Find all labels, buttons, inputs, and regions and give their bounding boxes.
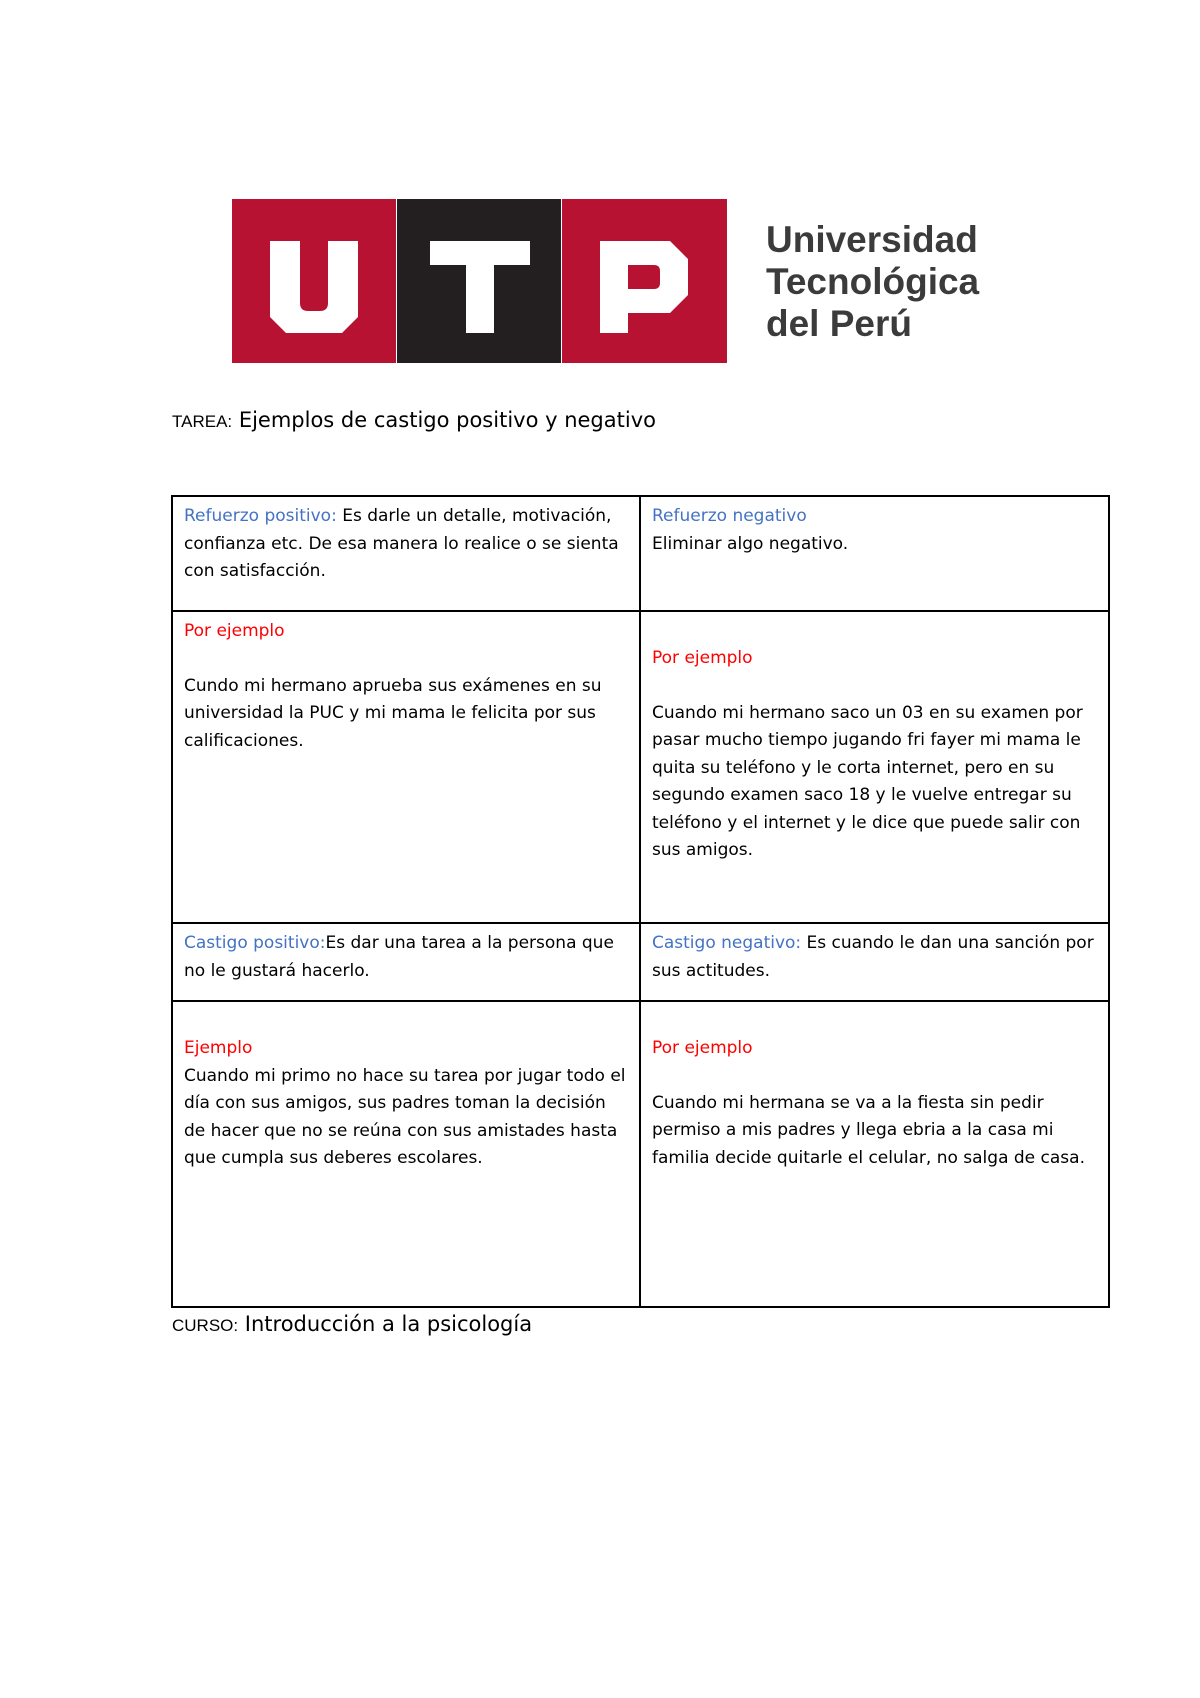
cell-body: Cuando mi hermano saco un 03 en su examen por pasar mucho tiempo jugando fri fayer mi mama le quita su teléfono y le corta internet, pero en su segundo examen saco 18 y le vuelve entregar su teléfono y el internet y le dice que puede salir con sus amigos. bbox=[652, 702, 1083, 860]
cell-ejemplo-castigo-positivo bbox=[172, 1001, 640, 1307]
task-label: TAREA: bbox=[172, 412, 233, 431]
utp-logo bbox=[232, 199, 1001, 363]
cell-title: Refuerzo positivo: bbox=[184, 506, 337, 526]
cell-ejemplo-refuerzo-negativo bbox=[640, 611, 1109, 923]
cell-body: Eliminar algo negativo. bbox=[652, 533, 849, 554]
course-line bbox=[172, 1310, 532, 1340]
cell-body: Cundo mi hermano aprueba sus exámenes en su universidad la PUC y mi mama le felicita por sus calificaciones. bbox=[184, 675, 602, 751]
cell-title: Por ejemplo bbox=[652, 1038, 753, 1058]
cell-castigo-negativo bbox=[640, 923, 1109, 1001]
cell-body: Cuando mi hermana se va a la fiesta sin pedir permiso a mis padres y llega ebria a la casa mi familia decide quitarle el celular, no salga de casa. bbox=[652, 1092, 1085, 1168]
cell-title: Por ejemplo bbox=[652, 648, 753, 668]
table-row bbox=[172, 496, 1109, 611]
cell-ejemplo-refuerzo-positivo bbox=[172, 611, 640, 923]
cell-body: Es cuando le dan una sanción por sus actitudes. bbox=[652, 933, 1094, 981]
university-name-line-1: Universidad bbox=[766, 219, 978, 260]
cell-title: Castigo positivo: bbox=[184, 933, 326, 953]
cell-title: Por ejemplo bbox=[184, 621, 285, 641]
cell-castigo-positivo bbox=[172, 923, 640, 1001]
cell-ejemplo-castigo-negativo bbox=[640, 1001, 1109, 1307]
university-name-line-3: del Perú bbox=[766, 303, 912, 344]
course-value: Introducción a la psicología bbox=[238, 1312, 533, 1336]
cell-body: Es darle un detalle, motivación, confianza etc. De esa manera lo realice o se sienta con satisfacción. bbox=[184, 506, 619, 581]
task-line bbox=[172, 406, 656, 436]
table-row bbox=[172, 611, 1109, 923]
cell-refuerzo-positivo bbox=[172, 496, 640, 611]
table-row bbox=[172, 923, 1109, 1001]
logo-letters bbox=[232, 199, 727, 363]
task-value: Ejemplos de castigo positivo y negativo bbox=[232, 408, 656, 432]
cell-title: Refuerzo negativo bbox=[652, 506, 807, 526]
examples-table bbox=[171, 495, 1110, 1308]
cell-refuerzo-negativo bbox=[640, 496, 1109, 611]
cell-title: Ejemplo bbox=[184, 1038, 253, 1058]
university-name bbox=[766, 219, 1026, 345]
university-name-line-2: Tecnológica bbox=[766, 261, 980, 302]
table-row bbox=[172, 1001, 1109, 1307]
cell-body: Cuando mi primo no hace su tarea por jugar todo el día con sus amigos, sus padres toman la decisión de hacer que no se reúna con sus amistades hasta que cumpla sus deberes escolares. bbox=[184, 1065, 626, 1168]
course-label: CURSO: bbox=[172, 1316, 239, 1335]
cell-title: Castigo negativo: bbox=[652, 933, 802, 953]
cell-body: Es dar una tarea a la persona que no le gustará hacerlo. bbox=[184, 933, 614, 981]
